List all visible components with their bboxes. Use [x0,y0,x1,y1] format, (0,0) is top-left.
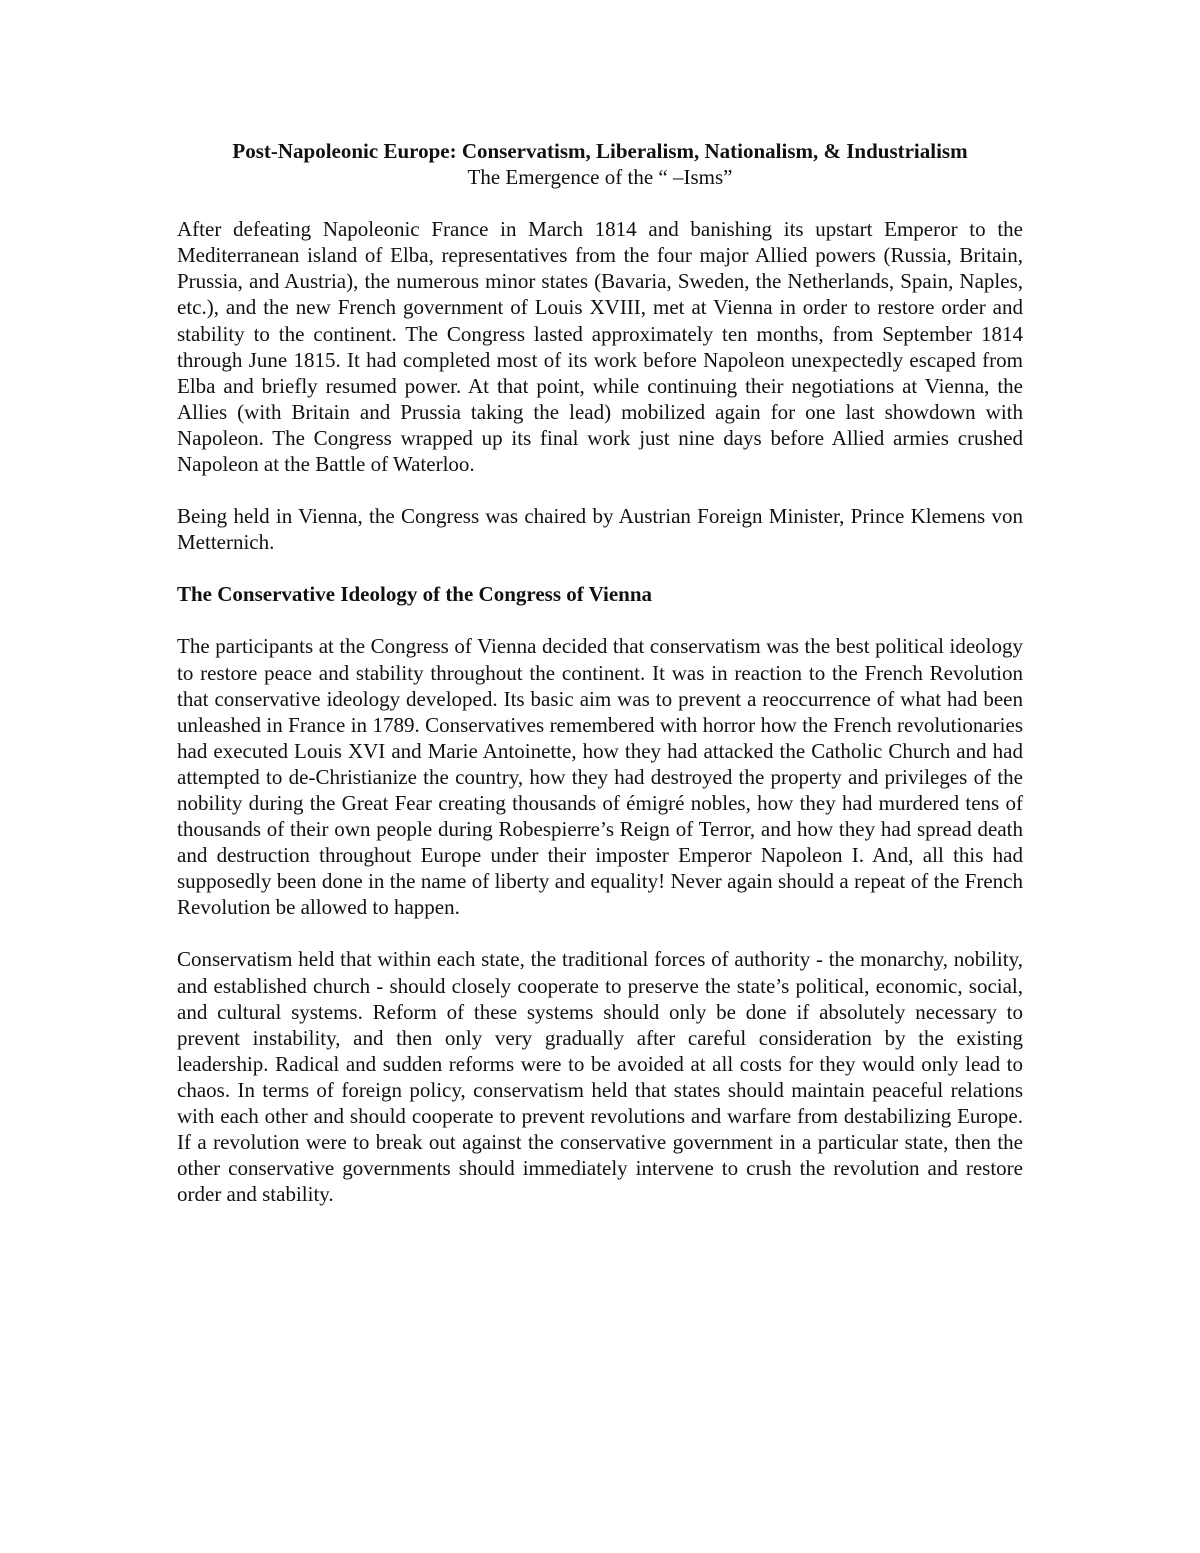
section-heading: The Conservative Ideology of the Congress of Vienna [177,582,653,607]
paragraph-congress-intro: After defeating Napoleonic France in March 1814 and banishing its upstart Emperor to the Mediterranean island of Elba, representatives from the four major Allied powers (Russia, Britain, Prussia, and Austria), the numerous minor states (Bavaria, Sweden, the Netherlands, Spain, Naples, etc.), and the new French government of Louis XVIII, met at Vienna in order to restore order and stability to the continent. The Congress lasted approximately ten months, from September 1814 through June 1815. It had completed most of its work before Napoleon unexpectedly escaped from Elba and briefly resumed power. At that point, while continuing their negotiations at Vienna, the Allies (with Britain and Prussia taking the lead) mobilized again for one last showdown with Napoleon. The Congress wrapped up its final work just nine days before Allied armies crushed Napoleon at the Battle of Waterloo. [177,217,1023,477]
document-page [177,138,1023,1233]
paragraph-conservatism-principles: Conservatism held that within each state, the traditional forces of authority - the monarchy, nobility, and established church - should closely cooperate to preserve the state’s political, economic, social, and cultural systems. Reform of these systems should only be done if absolutely necessary to prevent instability, and then only very gradually after careful consideration by the existing leadership. Radical and sudden reforms were to be avoided at all costs for they would only lead to chaos. In terms of foreign policy, conservatism held that states should maintain peaceful relations with each other and should cooperate to prevent revolutions and warfare from destabilizing Europe. If a revolution were to break out against the conservative government in a particular state, then the other conservative governments should immediately intervene to crush the revolution and restore order and stability. [177,947,1023,1207]
paragraph-conservative-reaction: The participants at the Congress of Vienna decided that conservatism was the best political ideology to restore peace and stability throughout the continent. It was in reaction to the French Revolution that conservative ideology developed. Its basic aim was to prevent a reoccurrence of what had been unleashed in France in 1789. Conservatives remembered with horror how the French revolutionaries had executed Louis XVI and Marie Antoinette, how they had attacked the Catholic Church and had attempted to de-Christianize the country, how they had destroyed the property and privileges of the nobility during the Great Fear creating thousands of émigré nobles, how they had murdered tens of thousands of their own people during Robespierre’s Reign of Terror, and how they had spread death and destruction throughout Europe under their imposter Emperor Napoleon I. And, all this had supposedly been done in the name of liberty and equality! Never again should a repeat of the French Revolution be allowed to happen. [177,634,1023,920]
paragraph-metternich: Being held in Vienna, the Congress was chaired by Austrian Foreign Minister, Prince Klemens von Metternich. [177,504,1023,555]
document-title: Post-Napoleonic Europe: Conservatism, Liberalism, Nationalism, & Industrialism [232,139,968,163]
title-block [177,138,1023,190]
document-subtitle: The Emergence of the “ –Isms” [467,165,733,190]
